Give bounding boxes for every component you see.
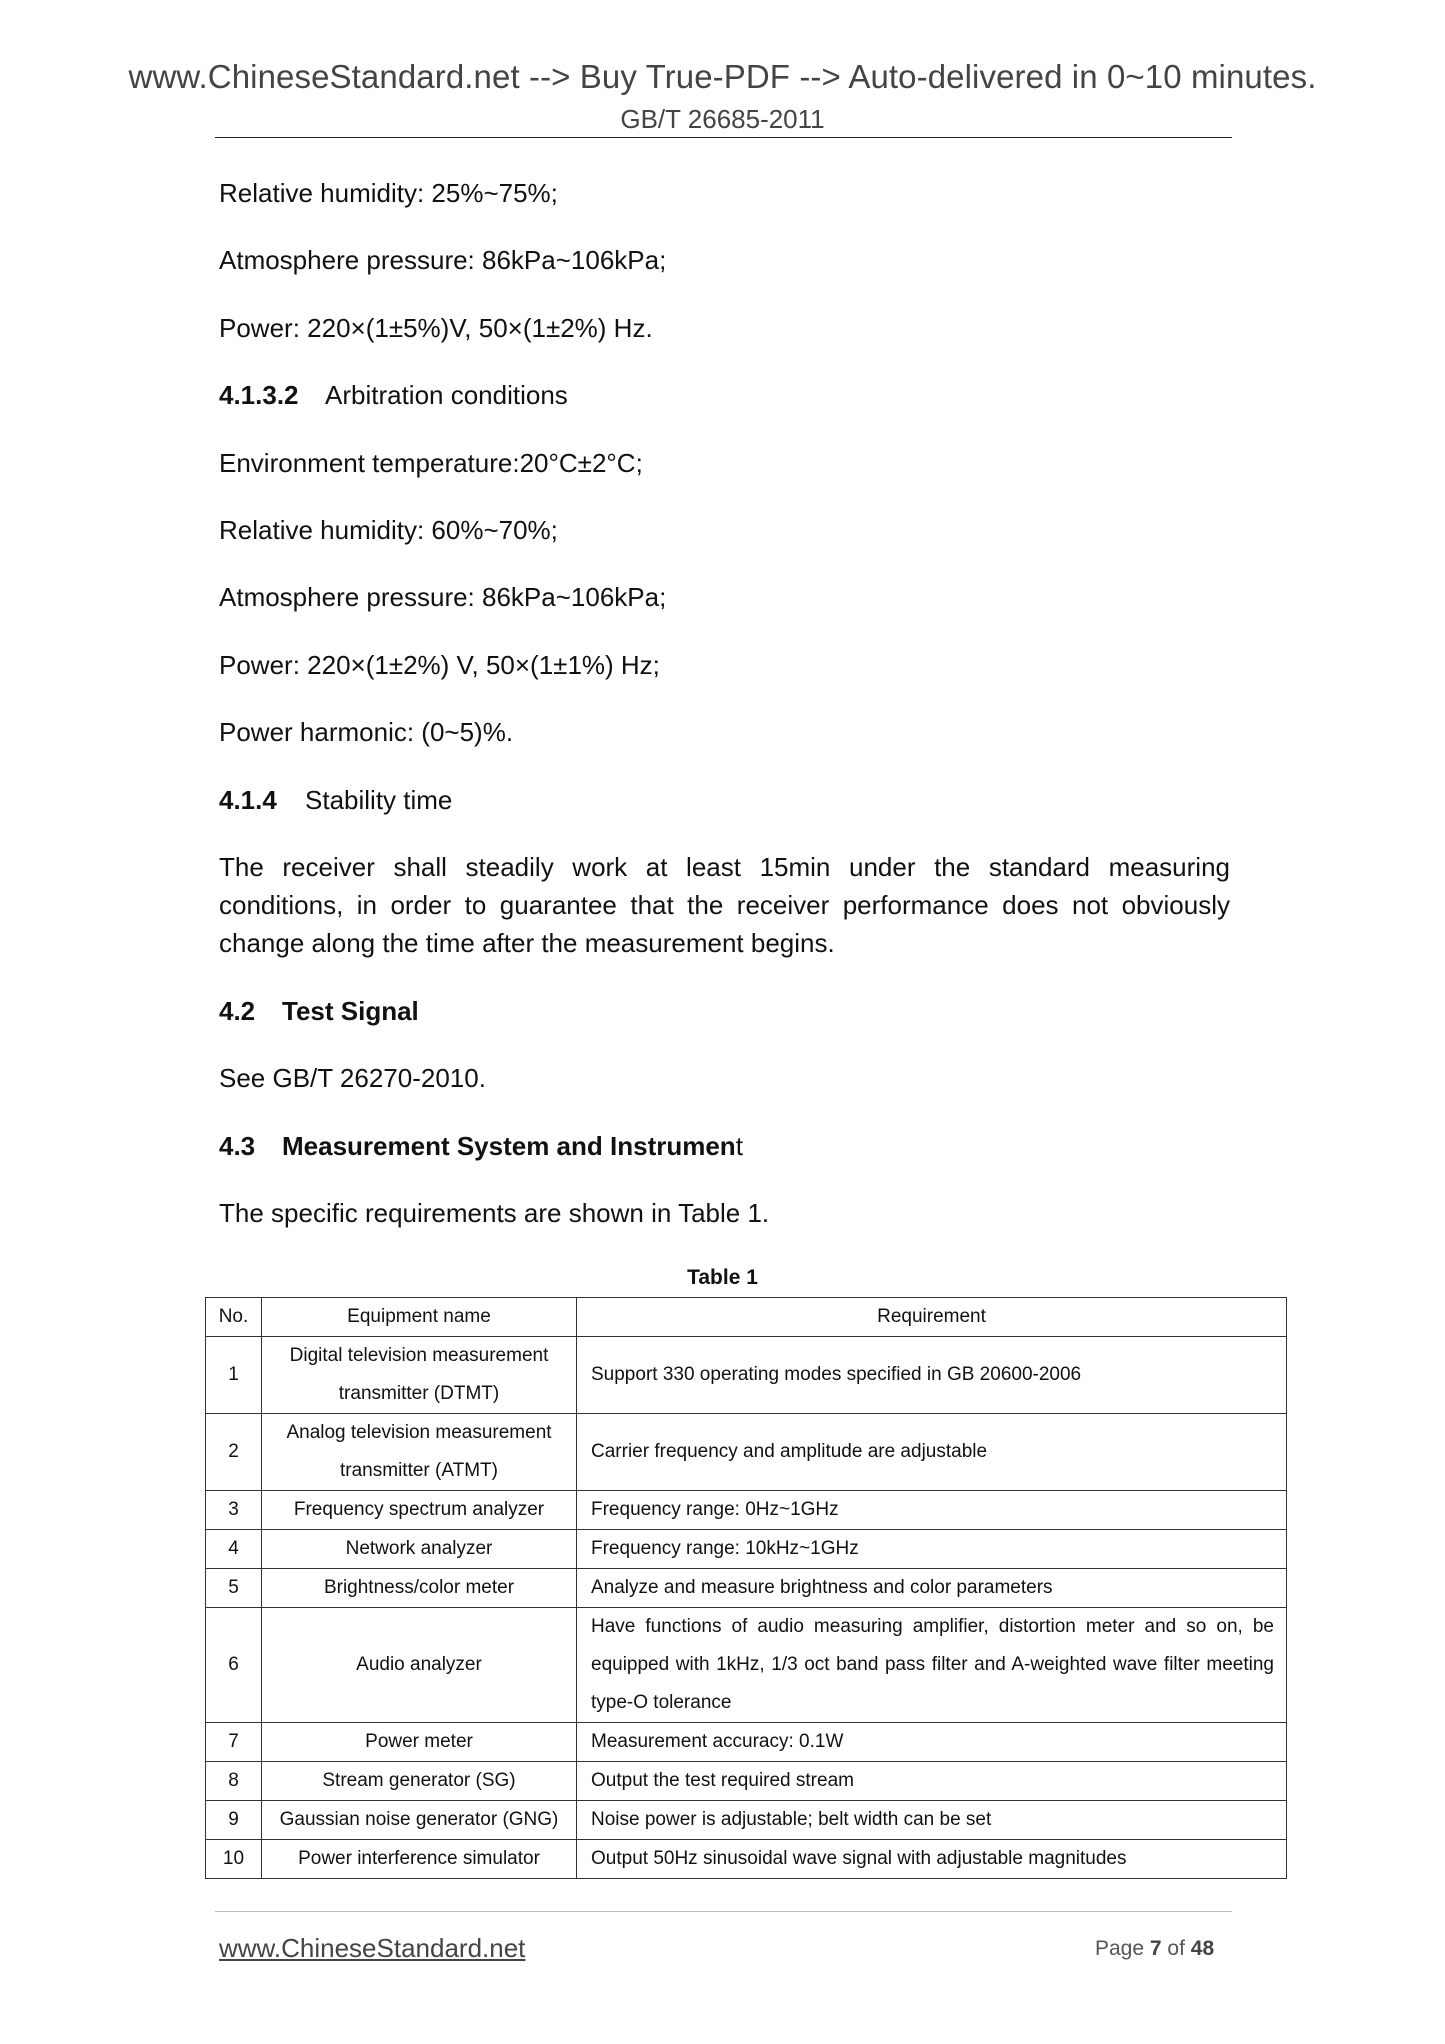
equipment-name: Audio analyzer — [262, 1608, 577, 1723]
header-doc-code: GB/T 26685-2011 — [620, 104, 825, 134]
requirement: Carrier frequency and amplitude are adjustable — [577, 1414, 1287, 1491]
section-4-1-3-2-heading — [219, 380, 568, 411]
test-signal-reference: See GB/T 26270-2010. — [219, 1063, 486, 1093]
section-4-3-heading — [219, 1131, 743, 1162]
table-row — [206, 1762, 1287, 1801]
section-title: Test Signal — [282, 996, 419, 1026]
section-number: 4.2 — [219, 996, 256, 1026]
condition-power: Power: 220×(1±5%)V, 50×(1±2%) Hz. — [219, 313, 653, 343]
requirement: Have functions of audio measuring amplifier, distortion meter and so on, be equipped with 1kHz, 1/3 oct band pass filter and A-weighted wave filter meeting type-O tolerance — [577, 1608, 1287, 1723]
equipment-name: Frequency spectrum analyzer — [262, 1491, 577, 1530]
table-header-row — [206, 1298, 1287, 1337]
table-row — [206, 1530, 1287, 1569]
condition-humidity: Relative humidity: 25%~75%; — [219, 178, 558, 208]
equipment-name: Power interference simulator — [262, 1840, 577, 1879]
equipment-name: Gaussian noise generator (GNG) — [262, 1801, 577, 1840]
table-intro: The specific requirements are shown in Table 1. — [219, 1198, 770, 1228]
requirement: Frequency range: 10kHz~1GHz — [577, 1530, 1287, 1569]
requirement: Noise power is adjustable; belt width can be set — [577, 1801, 1287, 1840]
equipment-name-line: Analog television measurement — [286, 1422, 552, 1443]
section-4-2-heading — [219, 996, 419, 1027]
arbitration-pressure: Atmosphere pressure: 86kPa~106kPa; — [219, 582, 667, 612]
equipment-name: Power meter — [262, 1723, 577, 1762]
column-header-no: No. — [206, 1298, 262, 1337]
table-row — [206, 1801, 1287, 1840]
footer-divider — [215, 1911, 1232, 1912]
equipment-name-line: transmitter (DTMT) — [338, 1383, 500, 1404]
footer-site-link[interactable]: www.ChineseStandard.net — [219, 1933, 526, 1963]
section-number: 4.1.3.2 — [219, 380, 299, 410]
arbitration-power: Power: 220×(1±2%) V, 50×(1±1%) Hz; — [219, 650, 660, 680]
page-indicator — [1095, 1937, 1214, 1961]
row-number: 8 — [206, 1762, 262, 1801]
section-title: Arbitration conditions — [325, 380, 568, 410]
page-of: of — [1167, 1937, 1185, 1960]
requirement: Analyze and measure brightness and color parameters — [577, 1569, 1287, 1608]
table-row — [206, 1337, 1287, 1414]
arbitration-harmonic: Power harmonic: (0~5)%. — [219, 717, 514, 747]
section-4-1-4-heading — [219, 785, 452, 816]
page-number: 7 — [1149, 1937, 1162, 1960]
arbitration-humidity: Relative humidity: 60%~70%; — [219, 515, 558, 545]
row-number: 10 — [206, 1840, 262, 1879]
equipment-name — [262, 1337, 577, 1414]
header-divider — [215, 137, 1232, 138]
requirement: Measurement accuracy: 0.1W — [577, 1723, 1287, 1762]
section-number: 4.1.4 — [219, 785, 277, 815]
row-number: 1 — [206, 1337, 262, 1414]
requirement: Output 50Hz sinusoidal wave signal with adjustable magnitudes — [577, 1840, 1287, 1879]
equipment-name: Stream generator (SG) — [262, 1762, 577, 1801]
stability-paragraph: The receiver shall steadily work at least 15min under the standard measuring conditions, in order to guarantee that the receiver performance does not obviously change along the time after the measurement begins. — [219, 852, 1230, 958]
arbitration-temperature: Environment temperature:20°C±2°C; — [219, 448, 643, 478]
page-total: 48 — [1190, 1937, 1215, 1960]
section-title: Measurement System and Instrumen — [282, 1131, 736, 1161]
table-title: Table 1 — [687, 1266, 758, 1289]
table-row — [206, 1569, 1287, 1608]
row-number: 7 — [206, 1723, 262, 1762]
row-number: 5 — [206, 1569, 262, 1608]
column-header-equipment: Equipment name — [262, 1298, 577, 1337]
table-row — [206, 1414, 1287, 1491]
table-row — [206, 1608, 1287, 1723]
requirement: Support 330 operating modes specified in GB 20600-2006 — [577, 1337, 1287, 1414]
column-header-requirement: Requirement — [577, 1298, 1287, 1337]
requirement: Output the test required stream — [577, 1762, 1287, 1801]
page-prefix: Page — [1095, 1937, 1145, 1960]
section-number: 4.3 — [219, 1131, 256, 1161]
condition-pressure: Atmosphere pressure: 86kPa~106kPa; — [219, 245, 667, 275]
requirement: Frequency range: 0Hz~1GHz — [577, 1491, 1287, 1530]
table-row — [206, 1723, 1287, 1762]
row-number: 2 — [206, 1414, 262, 1491]
row-number: 4 — [206, 1530, 262, 1569]
equipment-name: Network analyzer — [262, 1530, 577, 1569]
table-row — [206, 1840, 1287, 1879]
equipment-name — [262, 1414, 577, 1491]
table-row — [206, 1491, 1287, 1530]
section-title-tail: t — [735, 1131, 743, 1161]
equipment-name-line: Digital television measurement — [289, 1345, 549, 1366]
section-title: Stability time — [305, 785, 453, 815]
row-number: 3 — [206, 1491, 262, 1530]
row-number: 6 — [206, 1608, 262, 1723]
equipment-name: Brightness/color meter — [262, 1569, 577, 1608]
row-number: 9 — [206, 1801, 262, 1840]
equipment-table — [205, 1297, 1287, 1879]
equipment-name-line: transmitter (ATMT) — [340, 1460, 498, 1481]
header-buy-link[interactable]: www.ChineseStandard.net --> Buy True-PDF --> Auto-delivered in 0~10 minutes. — [128, 58, 1317, 95]
